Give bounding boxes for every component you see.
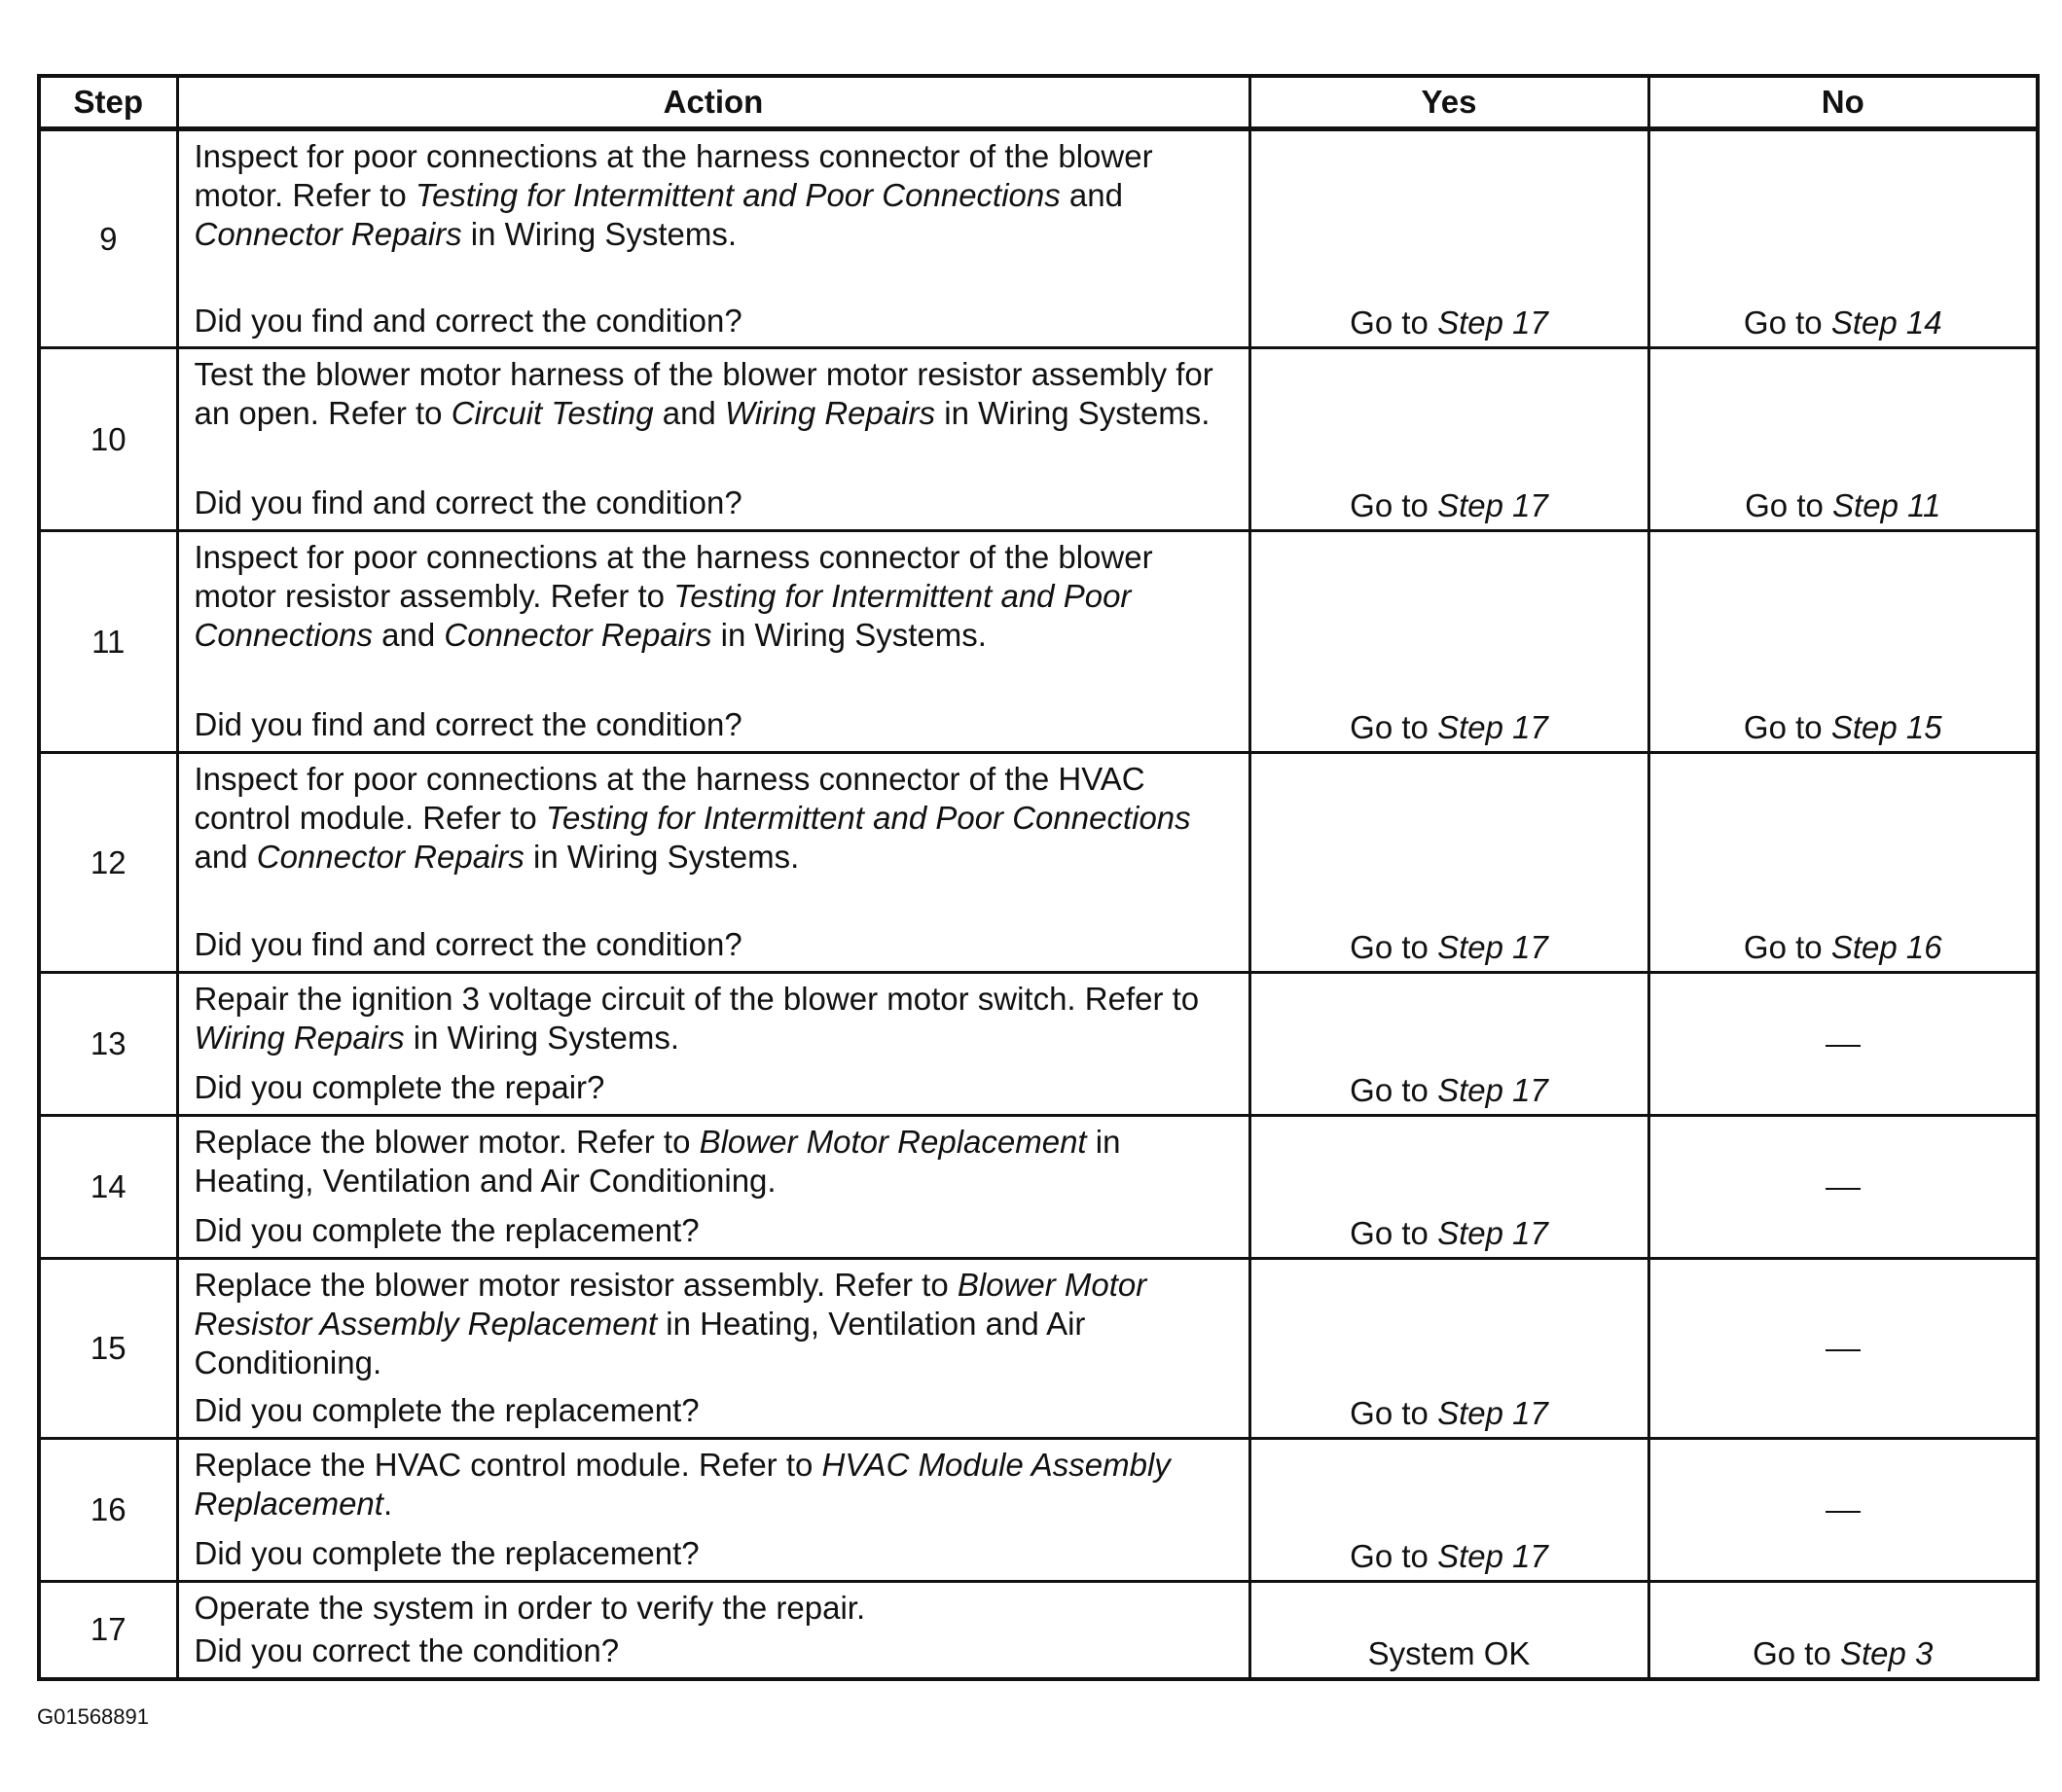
step-number: 17 xyxy=(39,1582,177,1679)
yes-result xyxy=(1249,531,1648,753)
table-row xyxy=(39,1116,2038,1259)
reference-title: Step 17 xyxy=(1437,1395,1548,1431)
no-result-none xyxy=(1648,1439,2038,1582)
action-question: Did you find and correct the condition? xyxy=(194,926,742,962)
text-run: . xyxy=(382,1486,393,1522)
yes-result xyxy=(1249,1582,1648,1679)
text-run: in Wiring Systems. xyxy=(404,1020,679,1056)
step-number: 14 xyxy=(39,1116,177,1259)
text-run: Go to xyxy=(1350,1215,1438,1251)
text-run: Go to xyxy=(1350,305,1438,340)
action-instruction xyxy=(195,137,1237,254)
action-question: Did you complete the replacement? xyxy=(194,1535,700,1571)
text-run: Go to xyxy=(1743,305,1831,340)
text-run: in Heating, Ventilation and Air Conditioning. xyxy=(194,1306,1086,1380)
step-number: 12 xyxy=(39,753,177,973)
text-run: Go to xyxy=(1745,487,1833,523)
step-number: 16 xyxy=(39,1439,177,1582)
text-run: Go to xyxy=(1350,1538,1438,1574)
figure-id: G01568891 xyxy=(37,1704,149,1729)
no-result xyxy=(1648,1582,2038,1679)
action-cell xyxy=(177,1582,1249,1679)
text-run: Go to xyxy=(1350,1072,1438,1108)
action-instruction xyxy=(195,1589,1237,1628)
text-run: Go to xyxy=(1743,709,1831,745)
no-result-none xyxy=(1648,1116,2038,1259)
reference-title: Connector Repairs xyxy=(444,617,712,653)
action-question: Did you find and correct the condition? xyxy=(194,484,742,520)
table-row xyxy=(39,1582,2038,1679)
dash-icon xyxy=(1826,1045,1861,1047)
action-cell xyxy=(177,531,1249,753)
reference-title: Step 17 xyxy=(1437,305,1548,340)
reference-title: Testing for Intermittent and Poor Connections xyxy=(415,177,1061,213)
text-run: Go to xyxy=(1350,1395,1438,1431)
action-cell xyxy=(177,753,1249,973)
header-no: No xyxy=(1648,76,2038,129)
header-yes: Yes xyxy=(1249,76,1648,129)
text-run: Go to xyxy=(1350,487,1438,523)
yes-result xyxy=(1249,1116,1648,1259)
text-run: Go to xyxy=(1743,929,1831,965)
reference-title: Step 17 xyxy=(1437,1072,1548,1108)
action-cell xyxy=(177,348,1249,531)
text-run: and xyxy=(653,395,725,431)
dash-icon xyxy=(1826,1188,1861,1190)
action-instruction xyxy=(195,538,1237,655)
text-run: in Wiring Systems. xyxy=(461,216,738,252)
reference-title: Wiring Repairs xyxy=(194,1020,405,1056)
action-question: Did you correct the condition? xyxy=(194,1632,620,1668)
text-run: in Heating, Ventilation and Air Conditioning. xyxy=(194,1124,1121,1199)
text-run: Inspect for poor connections at the harness connector of the blower motor. Refer to xyxy=(194,138,1153,213)
dash-icon xyxy=(1826,1349,1861,1351)
action-cell xyxy=(177,1439,1249,1582)
reference-title: Testing for Intermittent and Poor Connections xyxy=(194,578,1132,653)
table-row xyxy=(39,348,2038,531)
text-run: Repair the ignition 3 voltage circuit of the blower motor switch. Refer to xyxy=(194,981,1200,1017)
no-result-none xyxy=(1648,1259,2038,1439)
reference-title: Step 17 xyxy=(1437,487,1548,523)
reference-title: Step 17 xyxy=(1437,709,1548,745)
action-instruction xyxy=(195,1123,1237,1201)
text-run: Operate the system in order to verify the repair. xyxy=(194,1590,866,1626)
header-action: Action xyxy=(177,76,1249,129)
text-run: System OK xyxy=(1367,1634,1531,1671)
no-result-none xyxy=(1648,973,2038,1116)
reference-title: Testing for Intermittent and Poor Connections xyxy=(545,800,1191,836)
diagnostic-table-container xyxy=(37,74,2036,1681)
step-number: 15 xyxy=(39,1259,177,1439)
no-result xyxy=(1648,348,2038,531)
text-run: Inspect for poor connections at the harness connector of the blower motor resistor assembly. Refer to xyxy=(194,539,1153,614)
reference-title: Step 15 xyxy=(1830,709,1942,745)
reference-title: Step 17 xyxy=(1437,1538,1548,1574)
table-row xyxy=(39,753,2038,973)
action-cell xyxy=(177,129,1249,348)
action-instruction xyxy=(195,1446,1237,1523)
reference-title: Step 16 xyxy=(1830,929,1942,965)
text-run: Test the blower motor harness of the blower motor resistor assembly for an open. Refer to xyxy=(194,356,1213,431)
header-step: Step xyxy=(39,76,177,129)
yes-result xyxy=(1249,973,1648,1116)
step-number: 13 xyxy=(39,973,177,1116)
step-number: 11 xyxy=(39,531,177,753)
text-run: in Wiring Systems. xyxy=(935,395,1211,431)
reference-title: Step 11 xyxy=(1832,487,1941,523)
no-result xyxy=(1648,531,2038,753)
step-number: 10 xyxy=(39,348,177,531)
table-row xyxy=(39,531,2038,753)
reference-title: Connector Repairs xyxy=(256,839,525,875)
text-run: Go to xyxy=(1350,929,1438,965)
step-number: 9 xyxy=(39,129,177,348)
reference-title: Connector Repairs xyxy=(194,216,462,252)
action-cell xyxy=(177,1116,1249,1259)
action-question: Did you find and correct the condition? xyxy=(194,706,742,742)
reference-title: HVAC Module Assembly Replacement xyxy=(194,1447,1171,1522)
text-run: Inspect for poor connections at the harness connector of the HVAC control module. Refer to xyxy=(194,761,1145,836)
text-run: and xyxy=(194,839,257,875)
action-question: Did you find and correct the condition? xyxy=(194,303,742,339)
reference-title: Step 17 xyxy=(1437,1215,1548,1251)
table-row xyxy=(39,1439,2038,1582)
text-run: and xyxy=(372,617,445,653)
yes-result xyxy=(1249,1259,1648,1439)
action-instruction xyxy=(195,1266,1237,1382)
action-question: Did you complete the replacement? xyxy=(194,1392,700,1428)
header-row xyxy=(39,76,2038,129)
action-cell xyxy=(177,1259,1249,1439)
dash-icon xyxy=(1826,1511,1861,1513)
yes-result xyxy=(1249,1439,1648,1582)
action-instruction xyxy=(195,980,1237,1057)
table-body xyxy=(39,129,2038,1679)
no-result xyxy=(1648,753,2038,973)
diagnostic-table xyxy=(37,74,2040,1681)
yes-result xyxy=(1249,348,1648,531)
text-run: Go to xyxy=(1753,1634,1840,1671)
no-result xyxy=(1648,129,2038,348)
reference-title: Blower Motor Resistor Assembly Replacement xyxy=(194,1267,1147,1342)
reference-title: Step 17 xyxy=(1437,929,1548,965)
table-row xyxy=(39,1259,2038,1439)
reference-title: Blower Motor Replacement xyxy=(699,1124,1087,1160)
reference-title: Wiring Repairs xyxy=(724,395,936,431)
table-row xyxy=(39,129,2038,348)
table-row xyxy=(39,973,2038,1116)
action-question: Did you complete the replacement? xyxy=(194,1212,700,1248)
yes-result xyxy=(1249,129,1648,348)
text-run: Replace the blower motor resistor assembly. Refer to xyxy=(194,1267,958,1303)
text-run: Go to xyxy=(1350,709,1438,745)
text-run: Replace the blower motor. Refer to xyxy=(194,1124,700,1160)
reference-title: Circuit Testing xyxy=(451,395,654,431)
text-run: Replace the HVAC control module. Refer to xyxy=(194,1447,822,1483)
action-question: Did you complete the repair? xyxy=(194,1069,605,1105)
yes-result xyxy=(1249,753,1648,973)
text-run: in Wiring Systems. xyxy=(524,839,800,875)
action-instruction xyxy=(195,355,1237,433)
action-cell xyxy=(177,973,1249,1116)
text-run: in Wiring Systems. xyxy=(711,617,987,653)
reference-title: Step 14 xyxy=(1830,305,1942,340)
text-run: and xyxy=(1060,177,1123,213)
reference-title: Step 3 xyxy=(1839,1634,1934,1671)
action-instruction xyxy=(195,760,1237,877)
